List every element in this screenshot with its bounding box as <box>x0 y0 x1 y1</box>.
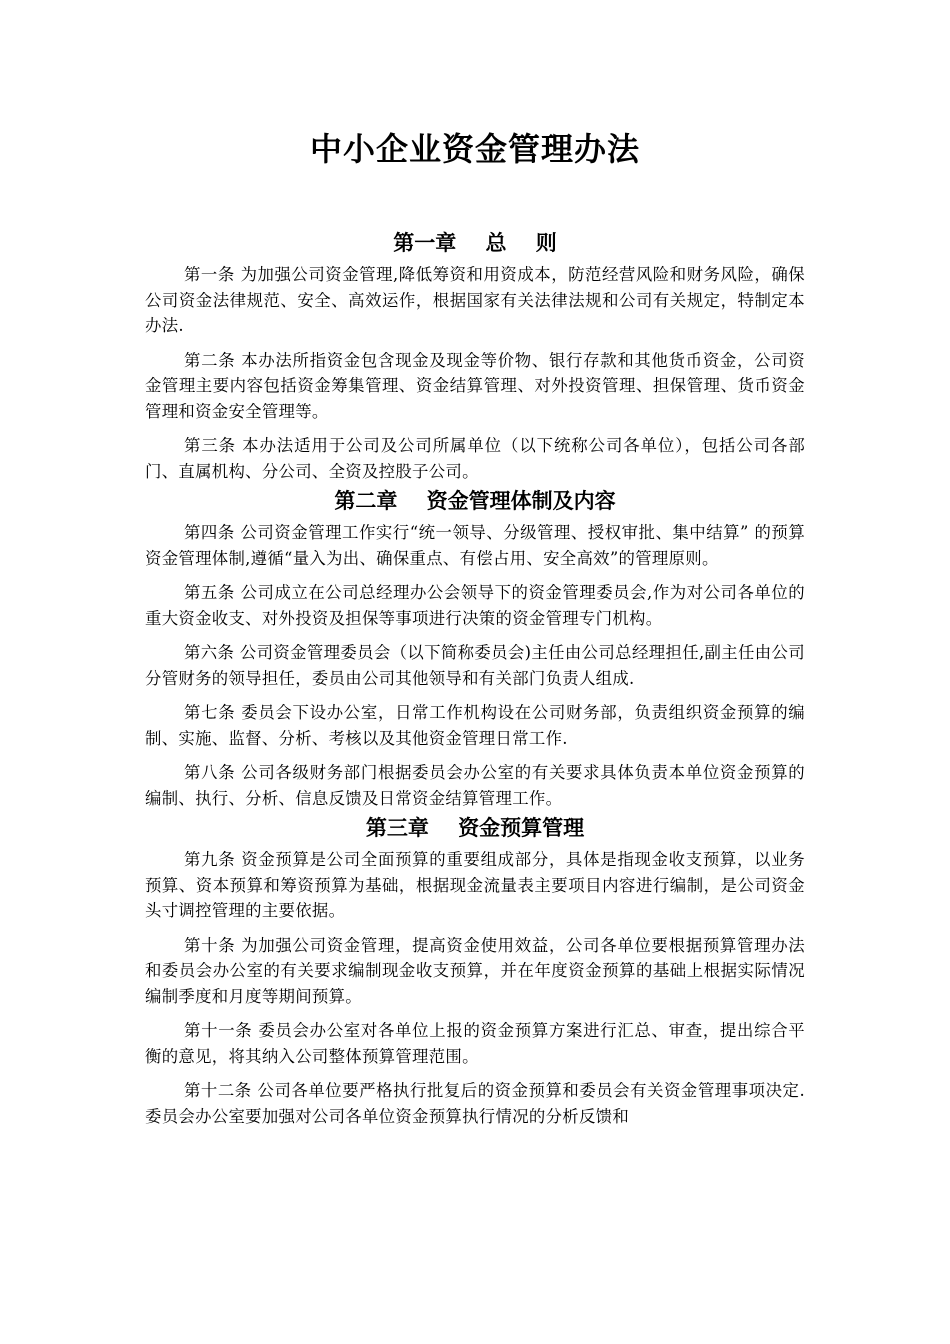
article-text: 公司各级财务部门根据委员会办公室的有关要求具体负责本单位资金预算的编制、执行、分析、信息反馈及日常资金结算管理工作。 <box>145 763 805 808</box>
article-text: 本办法所指资金包含现金及现金等价物、银行存款和其他货币资金，公司资金管理主要内容包括资金筹集管理、资金结算管理、对外投资管理、担保管理、货币资金管理和资金安全管理等。 <box>145 350 805 421</box>
article <box>145 700 805 751</box>
article <box>145 433 805 484</box>
article <box>145 348 805 425</box>
article-number: 第六条 <box>184 643 235 662</box>
article-number: 第七条 <box>184 703 236 722</box>
chapter-heading: 第三章 资金预算管理 <box>365 815 585 840</box>
article <box>145 520 805 571</box>
article <box>145 1018 805 1069</box>
article-number: 第九条 <box>184 850 236 869</box>
article-number: 第八条 <box>184 763 236 782</box>
chapter-1 <box>145 226 805 484</box>
document-title: 中小企业资金管理办法 <box>309 130 640 168</box>
article <box>145 580 805 631</box>
document-body <box>145 226 805 1129</box>
chapter-3 <box>145 811 805 1129</box>
article-text: 公司各单位要严格执行批复后的资金预算和委员会有关资金管理事项决定.委员会办公室要加强对公司各单位资金预算执行情况的分析反馈和 <box>145 1081 806 1126</box>
article <box>145 760 805 811</box>
article <box>145 933 805 1010</box>
article <box>145 1078 805 1129</box>
article-text: 为加强公司资金管理，提高资金使用效益，公司各单位要根据预算管理办法和委员会办公室的有关要求编制现金收支预算，并在年度资金预算的基础上根据实际情况编制季度和月度等期间预算。 <box>145 935 805 1006</box>
article-number: 第十条 <box>184 935 236 955</box>
chapter-heading: 第一章 总 则 <box>393 230 557 255</box>
article-text: 公司成立在公司总经理办公会领导下的资金管理委员会,作为对公司各单位的重大资金收支、对外投资及担保等事项进行决策的资金管理专门机构。 <box>145 583 805 628</box>
article <box>145 262 805 339</box>
article-number: 第二条 <box>184 350 236 370</box>
chapter-2 <box>145 484 805 811</box>
article-number: 第十二条 <box>184 1081 252 1100</box>
article-text: 公司资金管理工作实行“统一领导、分级管理、授权审批、集中结算” 的预算资金管理体制,遵循“量入为出、确保重点、有偿占用、安全高效”的管理原则。 <box>145 523 806 568</box>
article-number: 第一条 <box>184 265 235 284</box>
article-text: 资金预算是公司全面预算的重要组成部分，具体是指现金收支预算，以业务预算、资本预算和筹资预算为基础，根据现金流量表主要项目内容进行编制，是公司资金头寸调控管理的主要依据。 <box>145 850 805 920</box>
article-number: 第十一条 <box>184 1021 253 1040</box>
article-text: 委员会办公室对各单位上报的资金预算方案进行汇总、审查，提出综合平衡的意见，将其纳入公司整体预算管理范围。 <box>145 1021 805 1066</box>
article-text: 公司资金管理委员会（以下简称委员会)主任由公司总经理担任,副主任由公司分管财务的领导担任，委员由公司其他领导和有关部门负责人组成. <box>145 643 805 688</box>
article <box>145 640 805 691</box>
chapter-heading: 第二章 资金管理体制及内容 <box>334 488 616 513</box>
article <box>145 847 805 924</box>
article-text: 本办法适用于公司及公司所属单位（以下统称公司各单位），包括公司各部门、直属机构、分公司、全资及控股子公司。 <box>145 436 806 481</box>
article-text: 委员会下设办公室，日常工作机构设在公司财务部，负责组织资金预算的编制、实施、监督、分析、考核以及其他资金管理日常工作. <box>145 703 805 748</box>
article-number: 第四条 <box>184 523 235 542</box>
article-number: 第五条 <box>184 583 235 602</box>
article-text: 为加强公司资金管理,降低筹资和用资成本，防范经营风险和财务风险，确保公司资金法律规范、安全、高效运作，根据国家有关法律法规和公司有关规定，特制定本办法. <box>145 265 805 335</box>
article-number: 第三条 <box>184 436 236 455</box>
